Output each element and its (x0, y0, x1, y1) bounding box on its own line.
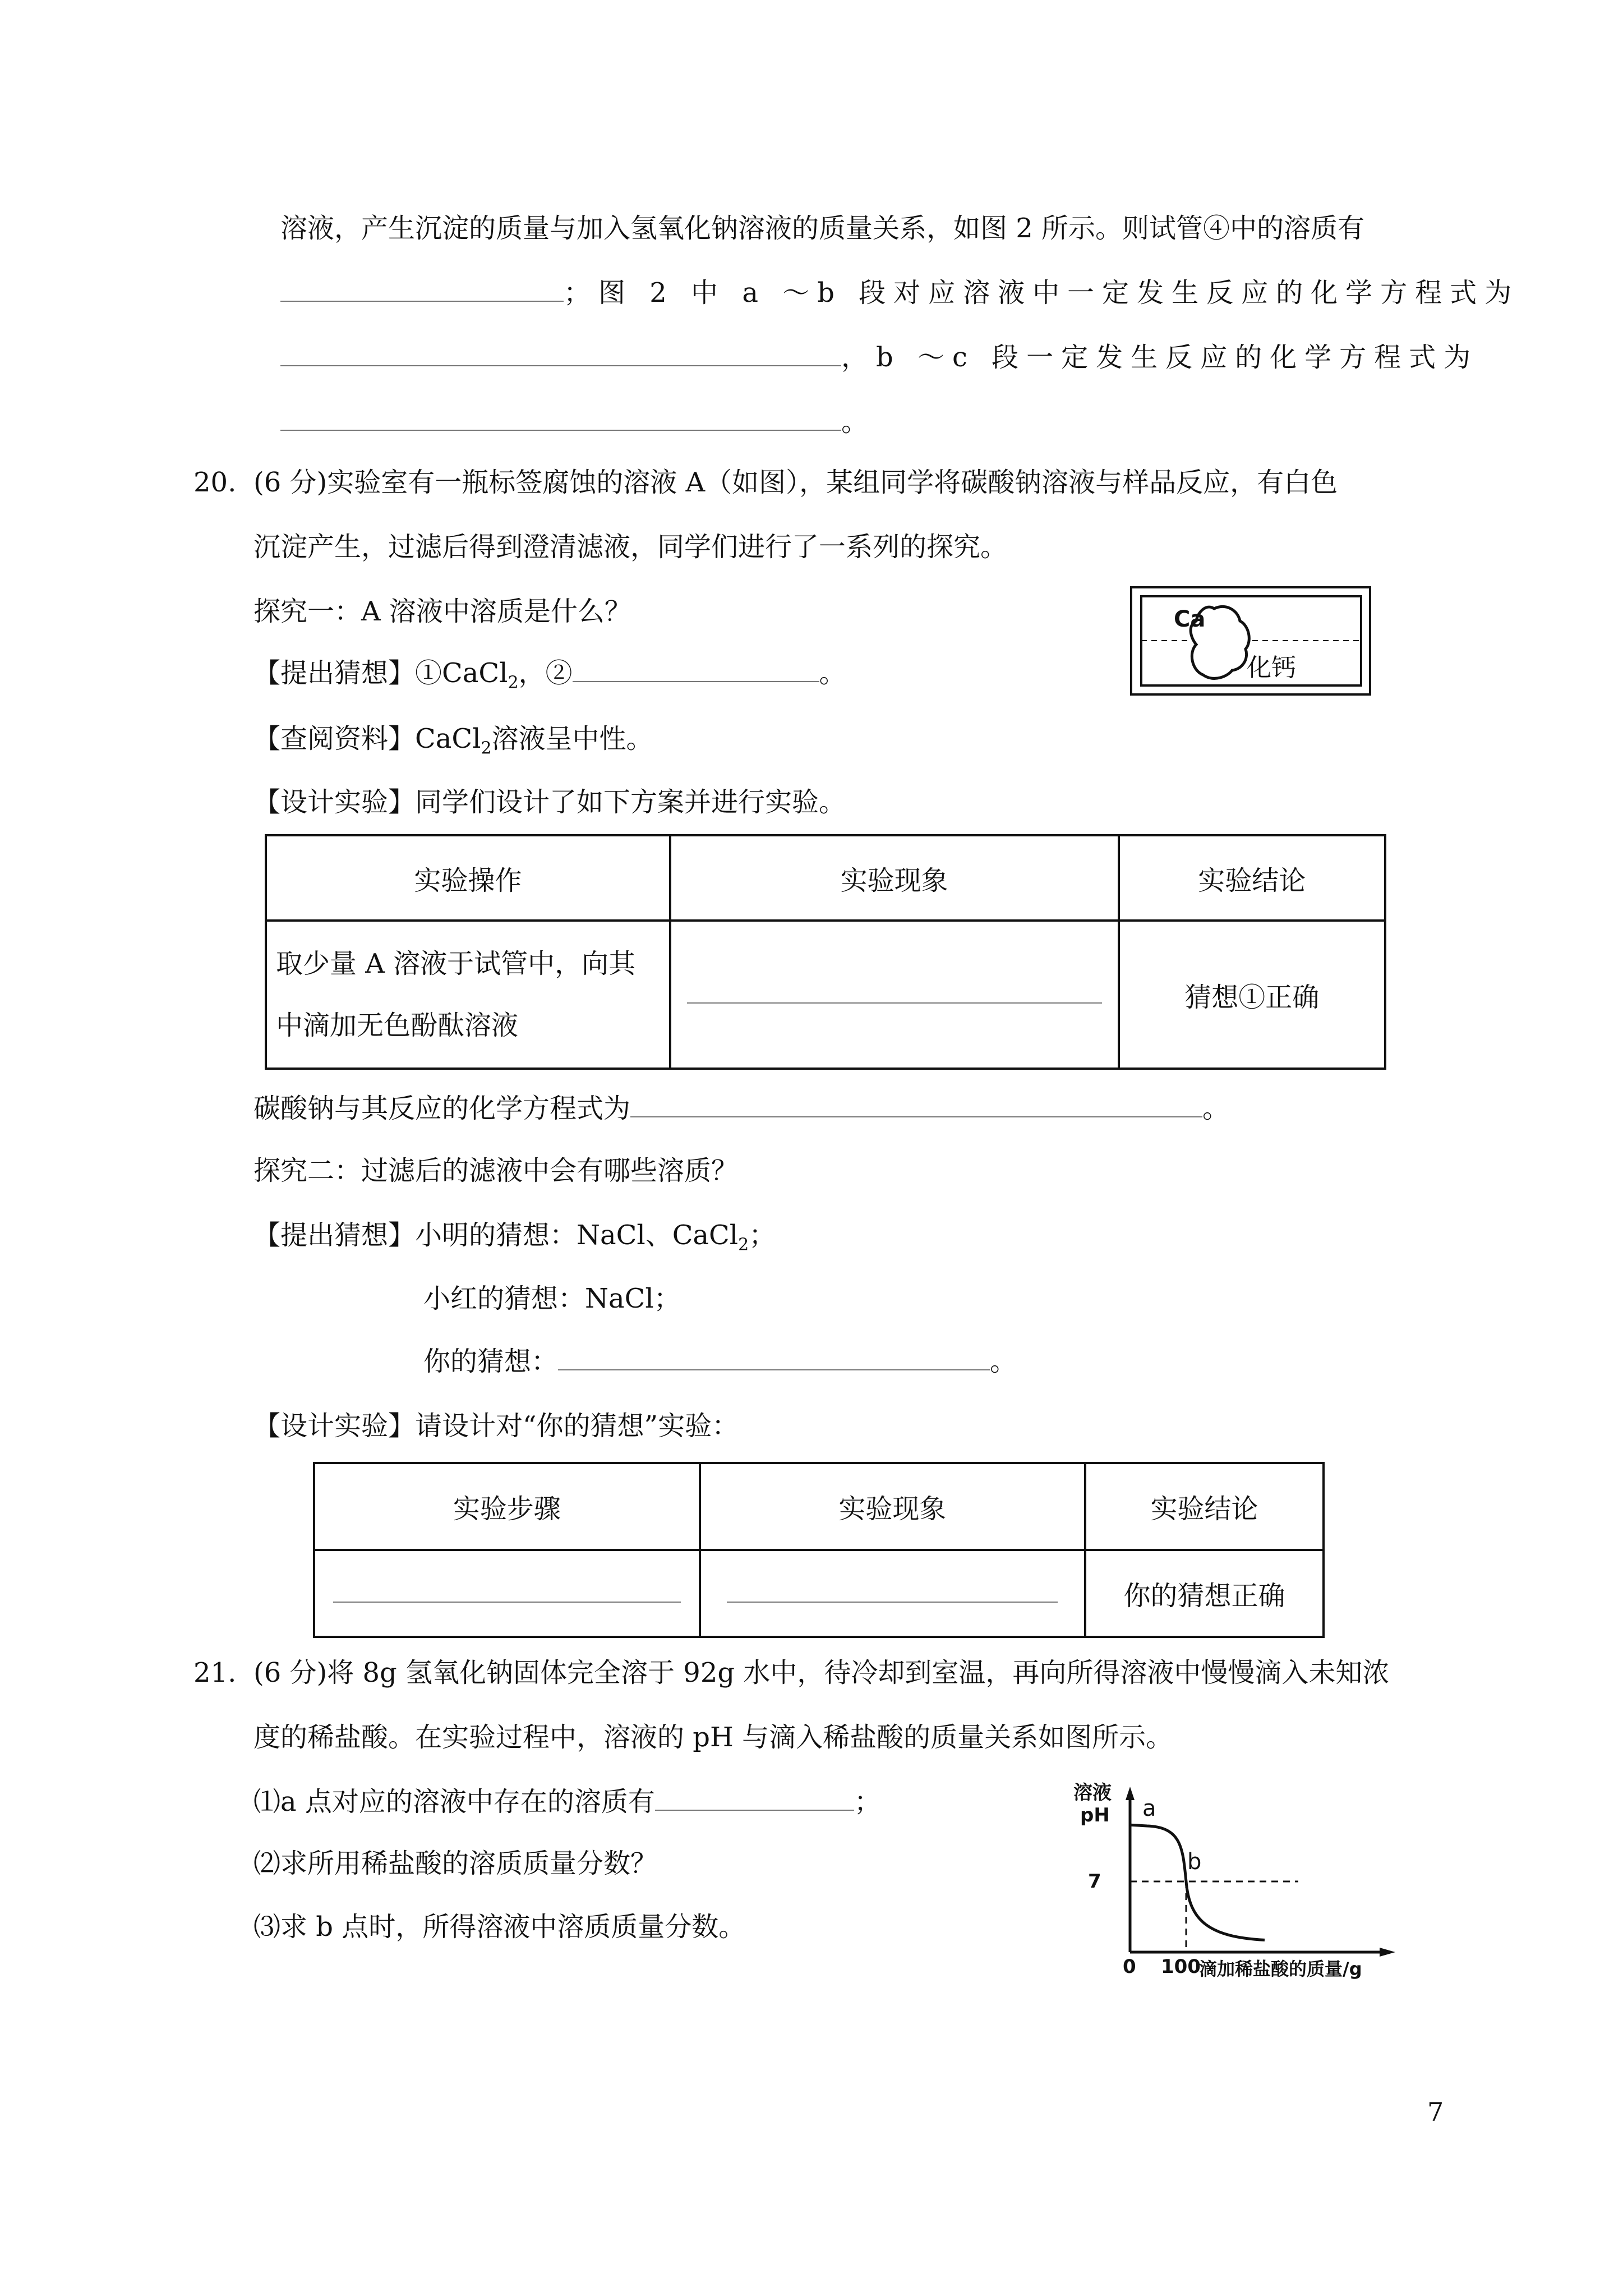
q20-explore1: 探究一：A 溶液中溶质是什么？ (253, 596, 631, 627)
table2-steps-cell (314, 1550, 700, 1637)
answer-blank[interactable] (280, 343, 841, 366)
answer-blank[interactable] (655, 1787, 854, 1811)
table2-header-phenomenon: 实验现象 (700, 1463, 1085, 1550)
equation-end: 。 (1202, 1093, 1230, 1124)
q20-guess2c (423, 1343, 1017, 1379)
ph-curve (1130, 1825, 1265, 1940)
point-label-b: b (1187, 1849, 1202, 1875)
table1-header-operation: 实验操作 (266, 835, 670, 921)
table1-header-phenomenon: 实验现象 (670, 835, 1119, 921)
q21-sub2: ⑵求所用稀盐酸的溶质质量分数？ (253, 1848, 658, 1879)
info-sub: 2 (481, 738, 492, 758)
q21-sub1 (253, 1784, 881, 1820)
guess2-prefix: 【提出猜想】小明的猜想：NaCl、CaCl (253, 1220, 739, 1251)
answer-blank[interactable] (558, 1347, 990, 1370)
guess2-end: ； (749, 1220, 776, 1251)
table1-header-conclusion: 实验结论 (1119, 835, 1385, 921)
guess1-mid: ，② (518, 657, 573, 689)
answer-blank[interactable] (727, 1579, 1058, 1603)
q21-sub3: ⑶求 b 点时，所得溶液中溶质质量分数。 (253, 1911, 746, 1943)
q20-guess2 (253, 1217, 776, 1263)
page-number: 7 (1427, 2097, 1444, 2127)
sub1-end: ； (854, 1786, 881, 1818)
x-axis-arrow (1380, 1948, 1395, 1957)
table2-phenomenon-cell (700, 1550, 1085, 1637)
table1-phenomenon-cell (670, 921, 1119, 1069)
table1-operation-cell (266, 921, 670, 1069)
q19-line3 (280, 339, 1478, 375)
q20-equation (253, 1091, 1229, 1126)
y-tick-label: 7 (1088, 1870, 1101, 1893)
q21-intro2: 度的稀盐酸。在实验过程中，溶液的 pH 与滴入稀盐酸的质量关系如图所示。 (253, 1722, 1173, 1753)
guess1-prefix: 【提出猜想】①CaCl (253, 657, 508, 689)
guess2c-prefix: 你的猜想： (423, 1346, 559, 1377)
point-label-a: a (1142, 1796, 1156, 1821)
y-axis-arrow (1126, 1787, 1135, 1800)
q20-guess1 (253, 655, 846, 701)
info-suffix: 溶液呈中性。 (491, 723, 653, 754)
table2-header-steps: 实验步骤 (314, 1463, 700, 1550)
q20-number: 20. (193, 467, 237, 498)
corroded-label-figure (1130, 586, 1371, 696)
answer-blank[interactable] (630, 1094, 1202, 1117)
q20-explore2: 探究二：过滤后的滤液中会有哪些溶质？ (253, 1155, 739, 1186)
label-text-top: Ca (1174, 606, 1206, 632)
experiment-table-1 (265, 834, 1386, 1070)
x-tick-label-100: 100 (1161, 1955, 1201, 1978)
table1-op-line2: 中滴加无色酚酞溶液 (276, 1010, 519, 1041)
q20-design1: 【设计实验】同学们设计了如下方案并进行实验。 (253, 786, 846, 818)
answer-blank[interactable] (333, 1579, 681, 1603)
q19-line4-end: 。 (841, 406, 869, 438)
ph-chart (1071, 1775, 1408, 1983)
label-text-bottom: 化钙 (1247, 654, 1296, 682)
answer-blank[interactable] (280, 278, 564, 302)
guess1-sub: 2 (508, 673, 519, 693)
guess1-end: 。 (819, 657, 846, 689)
table1-conclusion-cell: 猜想①正确 (1119, 921, 1385, 1069)
table1-op-line1: 取少量 A 溶液于试管中，向其 (276, 948, 636, 979)
chart-ylabel-line1: 溶液 (1073, 1782, 1112, 1804)
guess2-sub: 2 (738, 1235, 749, 1255)
answer-blank[interactable] (280, 407, 841, 431)
info-prefix: 【查阅资料】CaCl (253, 723, 481, 754)
answer-blank[interactable] (573, 659, 819, 682)
q19-line4 (280, 404, 868, 440)
q20-design2: 【设计实验】请设计对“你的猜想”实验： (253, 1410, 739, 1442)
experiment-table-2 (313, 1462, 1325, 1638)
q19-line2 (280, 275, 1519, 311)
q20-info (253, 721, 653, 767)
equation-prefix: 碳酸钠与其反应的化学方程式为 (253, 1093, 631, 1124)
q19-line1: 溶液，产生沉淀的质量与加入氢氧化钠溶液的质量关系，如图 2 所示。则试管④中的溶质有 (280, 213, 1365, 244)
q20-intro1: (6 分)实验室有一瓶标签腐蚀的溶液 A（如图），某组同学将碳酸钠溶液与样品反应，有白色 (253, 467, 1338, 498)
table2-conclusion-cell: 你的猜想正确 (1085, 1550, 1324, 1637)
answer-blank[interactable] (687, 980, 1102, 1004)
q19-line2-text: ；图 2 中 a ～b 段对应溶液中一定发生反应的化学方程式为 (564, 277, 1520, 309)
chart-ylabel-line2: pH (1080, 1804, 1110, 1826)
x-tick-label-origin: 0 (1123, 1955, 1136, 1978)
guess2c-end: 。 (990, 1346, 1017, 1377)
q20-intro2: 沉淀产生，过滤后得到澄清滤液，同学们进行了一系列的探究。 (253, 531, 1008, 563)
q21-intro1: (6 分)将 8g 氢氧化钠固体完全溶于 92g 水中，待冷却到室温，再向所得溶液中慢慢滴入未知浓 (253, 1657, 1390, 1688)
table2-header-conclusion: 实验结论 (1085, 1463, 1324, 1550)
q20-guess2b: 小红的猜想：NaCl； (423, 1283, 681, 1314)
sub1-text: ⑴a 点对应的溶液中存在的溶质有 (253, 1786, 655, 1818)
q19-line3-text: ，b ～c 段一定发生反应的化学方程式为 (841, 342, 1479, 373)
q21-number: 21. (193, 1657, 237, 1688)
chart-xlabel: 滴加稀盐酸的质量/g (1199, 1958, 1362, 1980)
